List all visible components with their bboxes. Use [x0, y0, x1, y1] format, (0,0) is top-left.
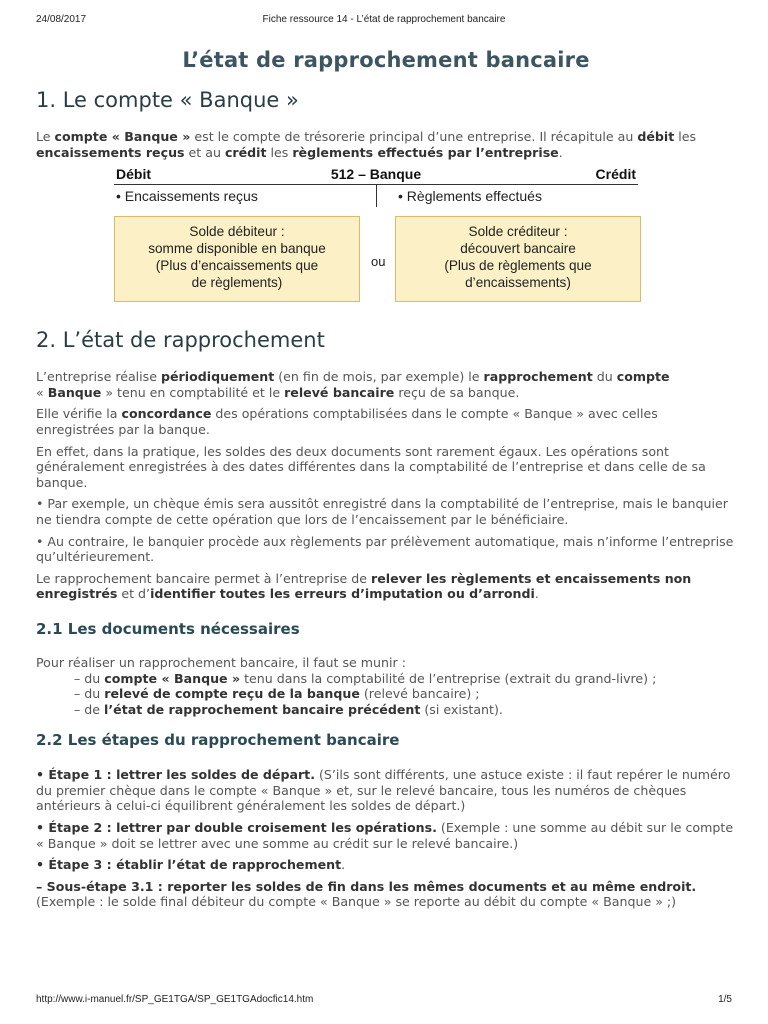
or-label: ou: [371, 254, 386, 270]
list-item: – du compte « Banque » tenu dans la comptabilité de l’entreprise (extrait du grand-livre) ;: [74, 670, 657, 686]
print-title: Fiche ressource 14 - L’état de rapprochement bancaire: [262, 14, 506, 25]
section-2-1-heading: 2.1 Les documents nécessaires: [36, 619, 300, 638]
t-account-divider: [376, 185, 377, 207]
document-body: [36, 48, 736, 916]
t-account-credit-label: Crédit: [595, 166, 636, 183]
section-2-heading: 2. L’état de rapprochement: [36, 328, 325, 353]
t-account-header: [114, 166, 638, 185]
step-2: • Étape 2 : lettrer par double croisement les opérations. (Exemple : une somme au débit sur le compte « Banque » doit se lettrer avec une somme au crédit sur le relevé bancaire.): [36, 820, 734, 851]
section-1-paragraph: Le compte « Banque » est le compte de trésorerie principal d’une entreprise. Il récapitule au débit les encaissements reçus et au crédit les règlements effectués par l’entreprise.: [36, 129, 697, 160]
print-url: http://www.i-manuel.fr/SP_GE1TGA/SP_GE1TGAdocfic14.htm: [36, 994, 314, 1005]
substep-3-1: – Sous-étape 3.1 : reporter les soldes de fin dans les mêmes documents et au même endroit. (Exemple : le solde final débiteur du compte « Banque » se reporte au débit du compte « Banque » ;): [36, 878, 697, 910]
list-item: – du relevé de compte reçu de la banque (relevé bancaire) ;: [74, 686, 480, 702]
section-1-heading: 1. Le compte « Banque »: [36, 88, 299, 112]
section-2-2-heading: 2.2 Les étapes du rapprochement bancaire: [36, 731, 400, 750]
documents-list: [36, 671, 736, 718]
section-2-paragraph-1: L’entreprise réalise périodiquement (en fin de mois, par exemple) le rapprochement du compte « Banque » tenu en comptabilité et le relevé bancaire reçu de sa banque.: [36, 369, 670, 400]
credit-balance-box: Solde créditeur : découvert bancaire (Plus de règlements que d’encaissements): [395, 216, 641, 302]
step-1: • Étape 1 : lettrer les soldes de départ. (S’ils sont différents, une astuce existe : il faut repérer le numéro du premier chèque dans le compte « Banque » et, sur le relevé bancaire, tous les numéros de chèques antérieurs à celui-ci équilibrent généralement les soldes de départ.): [36, 767, 731, 814]
t-account-title: 512 – Banque: [330, 166, 422, 183]
section-2-paragraph-4: • Par exemple, un chèque émis sera aussitôt enregistré dans la comptabilité de l’entreprise, mais le banquier ne tiendra compte de cette opération que lors de l’encaissement par le bénéficiaire.: [36, 496, 728, 527]
section-2-1-intro: Pour réaliser un rapprochement bancaire, il faut se munir :: [36, 654, 406, 670]
page-title: L’état de rapprochement bancaire: [182, 48, 590, 72]
page-number: 1/5: [718, 994, 732, 1005]
t-account-debit-entry: • Encaissements reçus: [116, 188, 258, 205]
step-3: • Étape 3 : établir l’état de rapprochement.: [36, 857, 346, 873]
section-2-paragraph-5: • Au contraire, le banquier procède aux règlements par prélèvement automatique, mais n’informe l’entreprise qu’ultérieurement.: [36, 533, 734, 565]
section-2-paragraph-6: Le rapprochement bancaire permet à l’entreprise de relever les règlements et encaissements non enregistrés et d’identifier toutes les erreurs d’imputation ou d’arrondi.: [36, 570, 692, 602]
section-2-paragraph-2: Elle vérifie la concordance des opérations comptabilisées dans le compte « Banque » avec celles enregistrées par la banque.: [36, 406, 658, 437]
list-item: – de l’état de rapprochement bancaire précédent (si existant).: [74, 701, 503, 717]
t-account-diagram: [114, 166, 638, 306]
t-account-debit-label: Débit: [116, 166, 151, 183]
debit-balance-box: Solde débiteur : somme disponible en banque (Plus d’encaissements que de règlements): [114, 216, 360, 302]
t-account-credit-entry: • Règlements effectués: [398, 188, 542, 205]
print-date: 24/08/2017: [36, 14, 87, 25]
section-2-paragraph-3: En effet, dans la pratique, les soldes des deux documents sont rarement égaux. Les opérations sont généralement enregistrées à des dates différentes dans la comptabilité de l’entreprise et dans celle de sa banque.: [36, 443, 706, 490]
